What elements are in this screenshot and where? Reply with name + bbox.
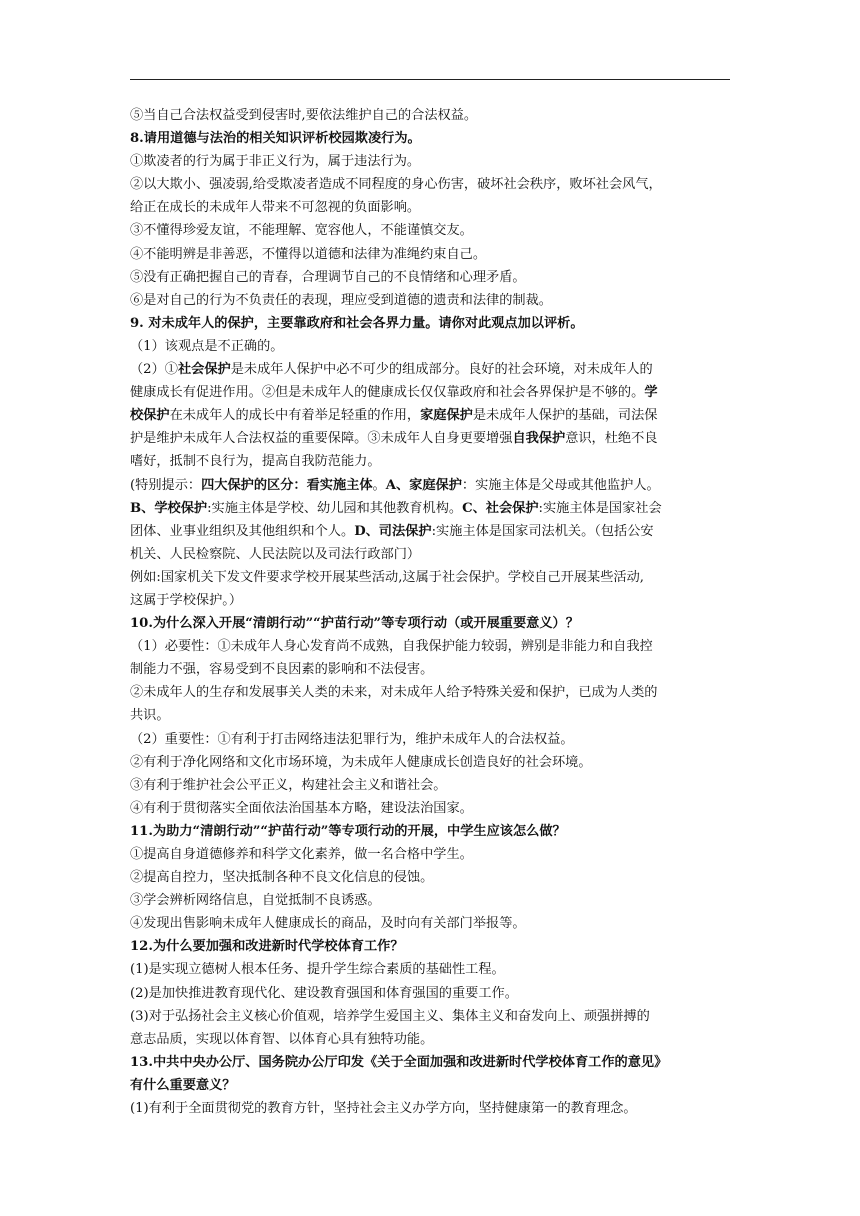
- question-heading-13-cont: 有什么重要意义？: [130, 1077, 236, 1093]
- text-line: ①欺凌者的行为属于非正义行为，属于违法行为。: [130, 154, 421, 170]
- header-rule: [130, 79, 730, 80]
- text-line: B、学校保护:实施主体是学校、幼儿园和其他教育机构。C、社会保护:实施主体是国家社会: [130, 500, 662, 516]
- bold-term: 四大保护的区分：看实施主体: [201, 477, 373, 493]
- bold-term: A、家庭保护: [385, 477, 462, 493]
- question-heading-12: 12.为什么要加强和改进新时代学校体育工作？: [130, 939, 404, 955]
- question-heading-9: 9. 对未成年人的保护，主要靠政府和社会各界力量。请你对此观点加以评析。: [130, 315, 584, 331]
- text-line: 制能力不强，容易受到不良因素的影响和不法侵害。: [130, 662, 434, 678]
- text-line: ④有利于贯彻落实全面依法治国基本方略，建设法治国家。: [130, 800, 473, 816]
- text-line: ③学会辨析网络信息，自觉抵制不良诱惑。: [130, 893, 381, 909]
- text-line: ⑥是对自己的行为不负责任的表现，理应受到道德的遗责和法律的制裁。: [130, 292, 552, 308]
- text-line: 例如:国家机关下发文件要求学校开展某些活动,这属于社会保护。学校自己开展某些活动,: [130, 569, 644, 585]
- text-line: 意志品质，实现以体育智、以体育心具有独特功能。: [130, 1031, 434, 1047]
- text-line: ④发现出售影响未成年人健康成长的商品，及时向有关部门举报等。: [130, 916, 526, 932]
- text-line: (1)有利于全面贯彻党的教育方针，坚持社会主义办学方向，坚持健康第一的教育理念。: [130, 1101, 637, 1117]
- text-line: ③不懂得珍爱友谊，不能理解、宽容他人，不能谨慎交友。: [130, 223, 473, 239]
- text-line: 机关、人民检察院、人民法院以及司法行政部门）: [130, 546, 421, 562]
- text-line: （1）该观点是不正确的。: [130, 338, 284, 354]
- text-line: ③有利于维护社会公平正义，构建社会主义和谐社会。: [130, 777, 447, 793]
- text-line: 校保护在未成年人的成长中有着举足轻重的作用，家庭保护是未成年人保护的基础，司法保: [130, 408, 658, 424]
- text-line: 这属于学校保护。）: [130, 592, 243, 608]
- bold-term: B、学校保护: [130, 500, 208, 516]
- bold-term: 自我保护: [512, 431, 566, 447]
- text-line: (3)对于弘扬社会主义核心价值观，培养学生爱国主义、集体主义和奋发向上、顽强拼搏的: [130, 1008, 650, 1024]
- question-heading-8: 8.请用道德与法治的相关知识评析校园欺凌行为。: [130, 131, 421, 147]
- bold-term: C、社会保护: [462, 500, 539, 516]
- text-line: （1）必要性：①未成年人身心发育尚不成熟，自我保护能力较弱，辨别是非能力和自我控: [130, 639, 653, 655]
- text-line: 护是维护未成年人合法权益的重要保障。③未成年人自身更要增强自我保护意识，杜绝不良: [130, 431, 658, 447]
- text-line: ④不能明辨是非善恶，不懂得以道德和法律为准绳约束自己。: [130, 246, 487, 262]
- bold-term: 社会保护: [177, 362, 231, 378]
- bold-term: 校保护: [130, 408, 170, 424]
- text-line: ②未成年人的生存和发展事关人类的未来，对未成年人给予特殊关爱和保护，已成为人类的: [130, 685, 658, 701]
- text-line: 健康成长有促进作用。②但是未成年人的健康成长仅仅靠政府和社会各界保护是不够的。学: [130, 385, 658, 401]
- text-line: 给正在成长的未成年人带来不可忽视的负面影响。: [130, 200, 421, 216]
- bold-term: 学: [644, 385, 658, 401]
- text-line: (特别提示：四大保护的区分：看实施主体。A、家庭保护：实施主体是父母或其他监护人。: [130, 477, 660, 493]
- text-line: ①提高自身道德修养和科学文化素养，做一名合格中学生。: [130, 847, 473, 862]
- question-heading-13: 13.中共中央办公厅、国务院办公厅印发《关于全面加强和改进新时代学校体育工作的意见》: [130, 1054, 668, 1070]
- text-line: ⑤没有正确把握自己的青春，合理调节自己的不良情绪和心理矛盾。: [130, 269, 526, 285]
- bold-term: 家庭保护: [420, 408, 473, 424]
- bold-term: D、司法保护: [354, 523, 432, 539]
- text-line: ⑤当自己合法权益受到侵害时,要依法维护自己的合法权益。: [130, 108, 478, 123]
- text-line: （2）①社会保护是未成年人保护中必不可少的组成部分。良好的社会环境，对未成年人的: [130, 362, 653, 378]
- text-line: ②有利于净化网络和文化市场环境，为未成年人健康成长创造良好的社会环境。: [130, 754, 592, 770]
- question-heading-10: 10.为什么深入开展“清朗行动”“护苗行动”等专项行动（或开展重要意义）？: [130, 616, 579, 632]
- text-line: (1)是实现立德树人根本任务、提升学生综合素质的基础性工程。: [130, 962, 505, 978]
- text-line: （2）重要性：①有利于打击网络违法犯罪行为，维护未成年人的合法权益。: [130, 731, 574, 747]
- text-line: (2)是加快推进教育现代化、建设教育强国和体育强国的重要工作。: [130, 985, 518, 1001]
- text-line: 共识。: [130, 708, 170, 724]
- text-line: 团体、业事业组织及其他组织和个人。D、司法保护:实施主体是国家司法机关。（包括公安: [130, 523, 654, 539]
- document-body: [130, 104, 730, 1120]
- question-heading-11: 11.为助力“清朗行动”“护苗行动”等专项行动的开展，中学生应该怎么做？: [130, 823, 566, 839]
- text-line: 嗜好，抵制不良行为，提高自我防范能力。: [130, 454, 381, 470]
- text-line: ②以大欺小、强凌弱,给受欺凌者造成不同程度的身心伤害，破坏社会秩序，败坏社会风气，: [130, 177, 662, 193]
- text-line: ②提高自控力，坚决抵制各种不良文化信息的侵蚀。: [130, 870, 434, 886]
